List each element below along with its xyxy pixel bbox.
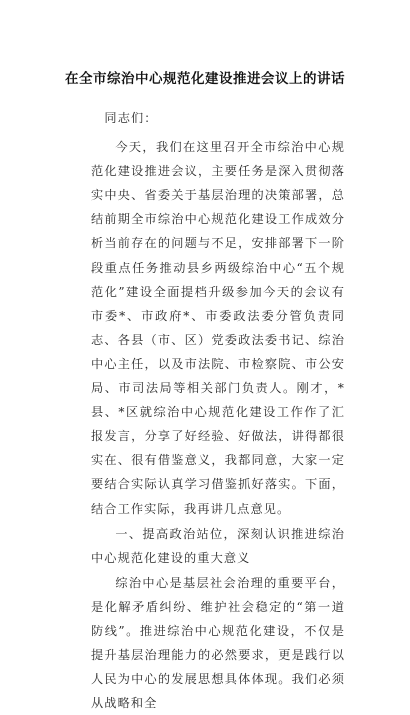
salutation: 同志们： <box>104 111 158 125</box>
document-body <box>91 106 345 715</box>
paragraph-opening: 今天，我们在这里召开全市综治中心规范化建设推进会议，主要任务是深入贯彻落实中央、省委关于基层治理的决策部署，总结前期全市综治中心规范化建设工作成效分析当前存在的问题与不足，安排部署下一阶段重点任务推动县乡两级综治中心“五个规范化”建设全面提档升级参加今天的会议有市委*、市政府*、市委政法委分管负责同志、各县（市、区）党委政法委书记、综治中心主任，以及市法院、市检察院、市公安局、市司法局等相关部门负责人。刚才，*县、*区就综治中心规范化建设工作作了汇报发言，分享了好经验、好做法，讲得都很实在、很有借鉴意义，我都同意，大家一定要结合实际认真学习借鉴抓好落实。下面，结合工作实际，我再讲几点意见。 <box>91 140 345 516</box>
paragraph-section-1: 综治中心是基层社会治理的重要平台，是化解矛盾纠纷、维护社会稳定的“第一道防线”。推进综治中心规范化建设，不仅是提升基层治理能力的必然要求，更是践行以人民为中心的发展思想具体体现。我们必须从战略和全 <box>91 575 345 711</box>
document-title: 在全市综治中心规范化建设推进会议上的讲话 <box>65 71 345 87</box>
section-heading-1: 一、提高政治站位，深刻认识推进综治中心规范化建设的重大意义 <box>91 526 345 565</box>
